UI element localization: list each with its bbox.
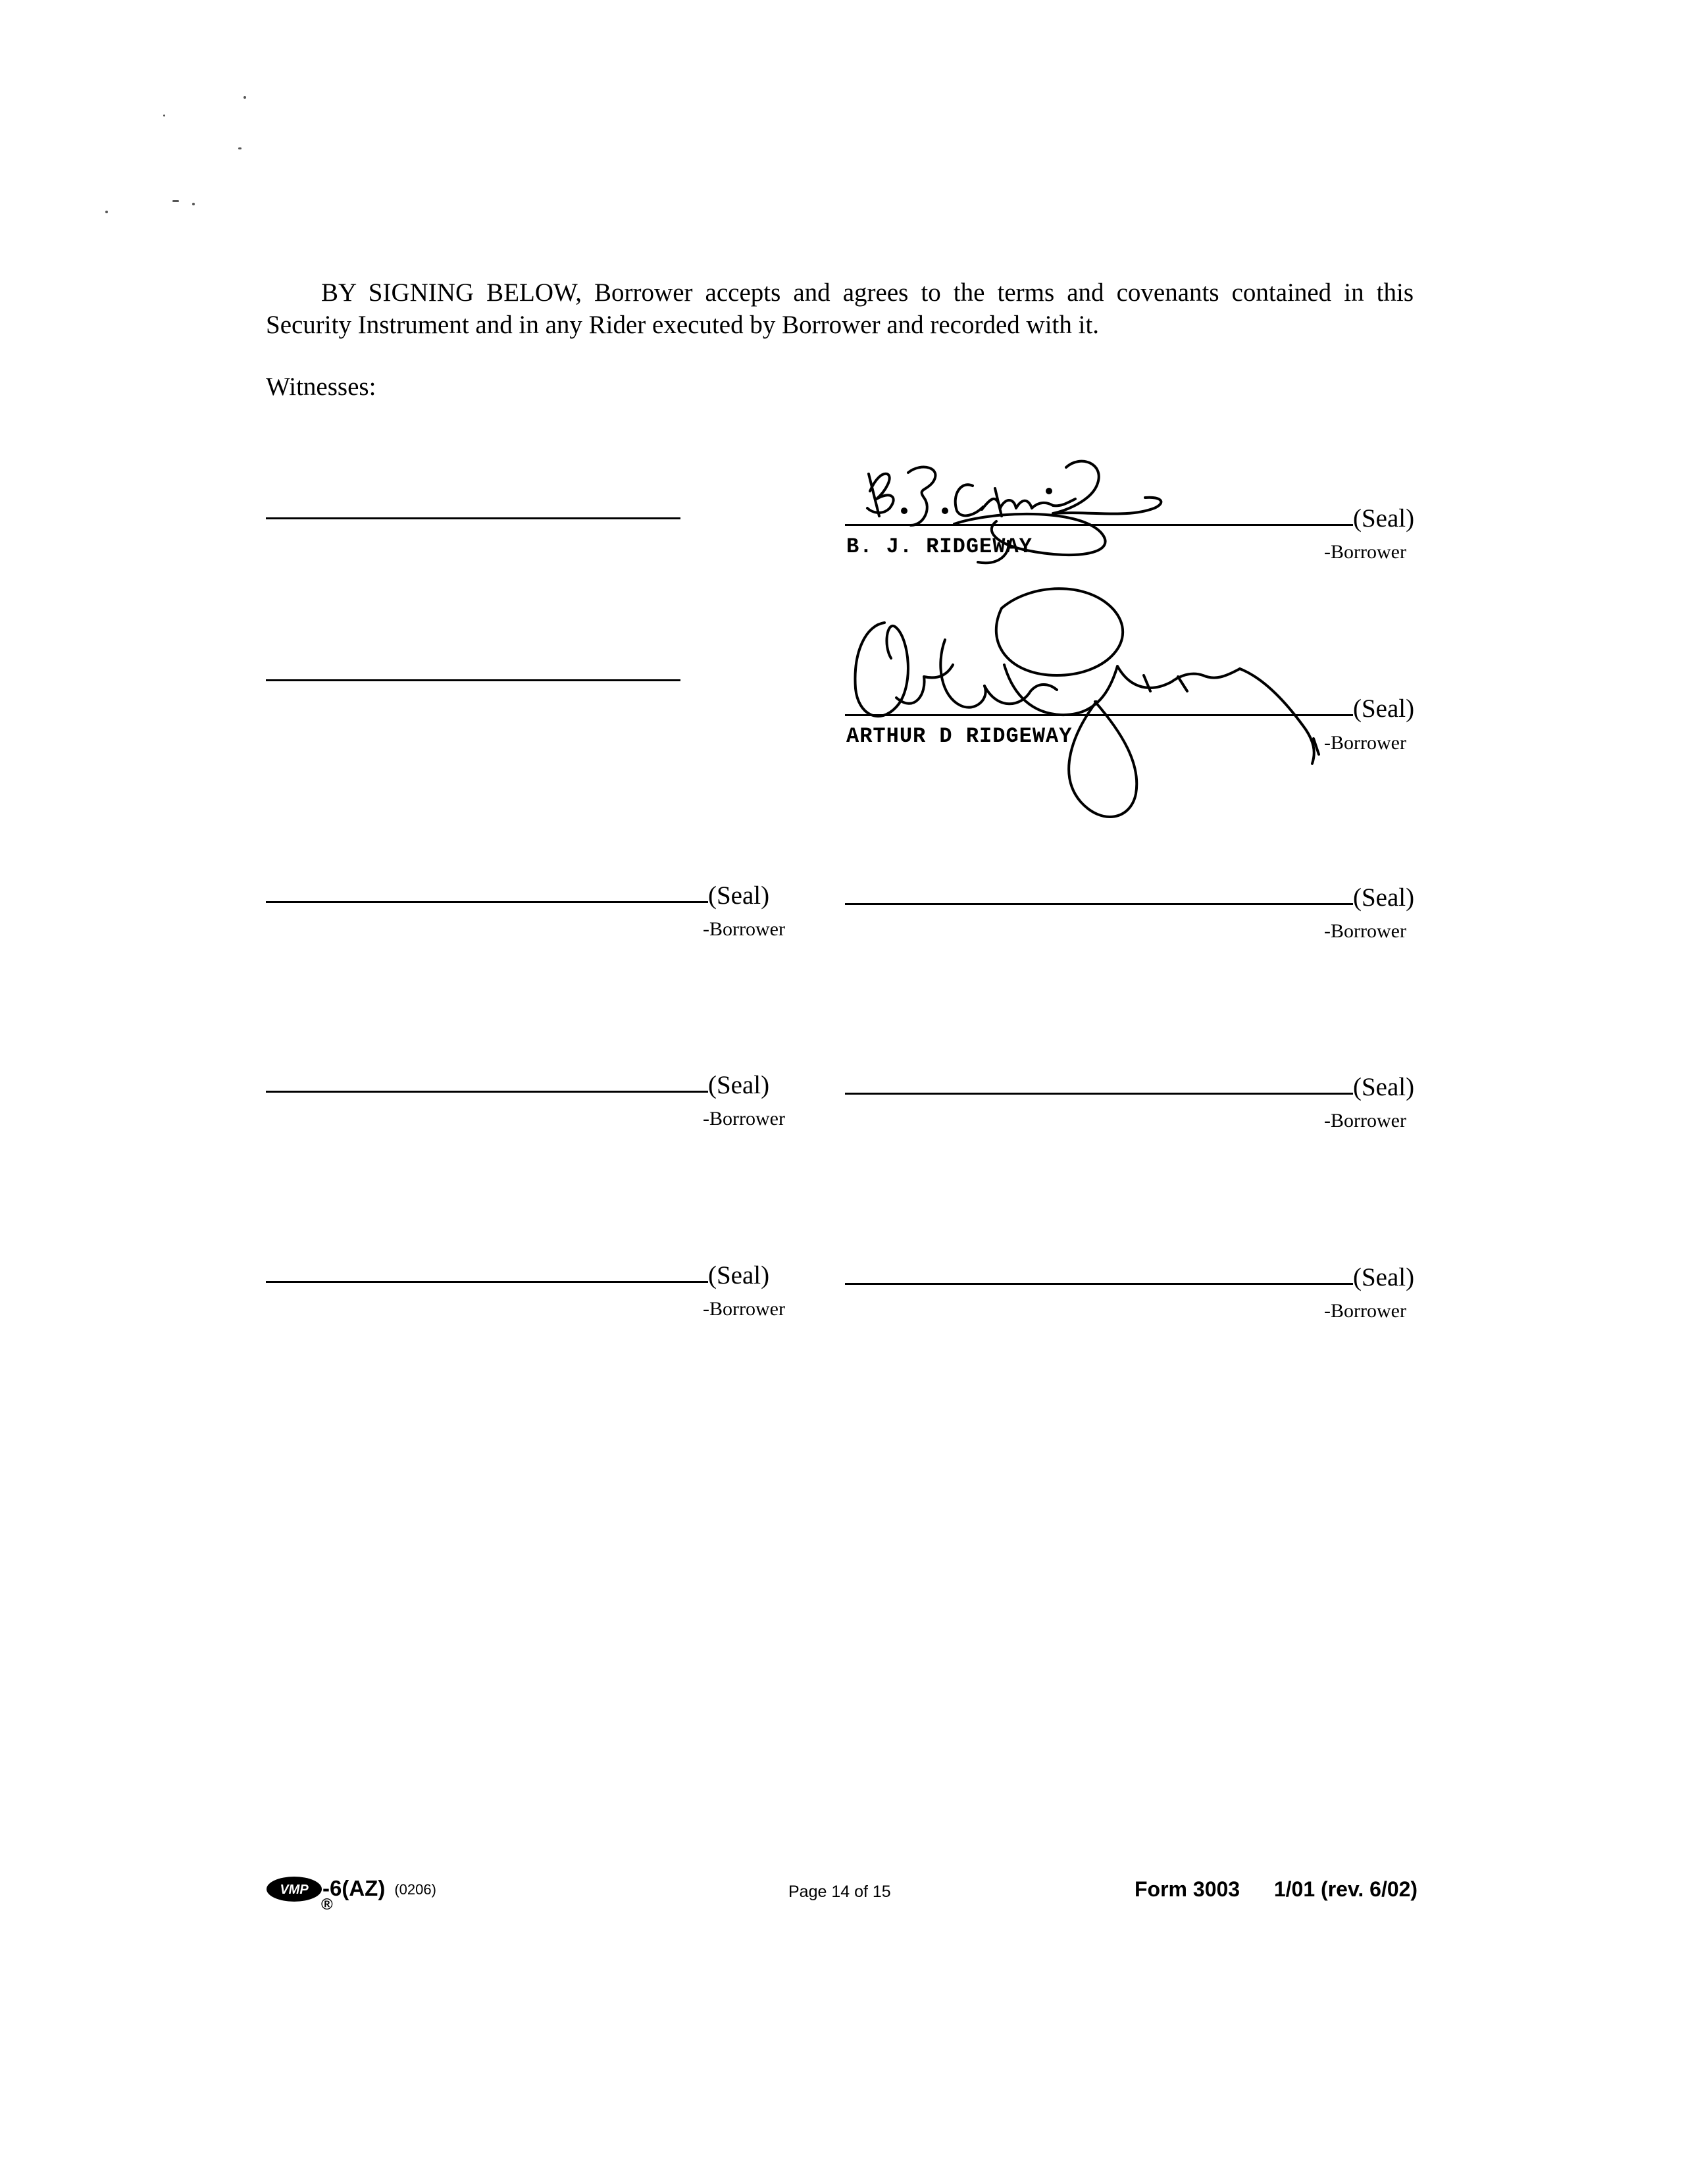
borrower-4-seal: (Seal)	[1353, 883, 1415, 912]
borrower-3-seal: (Seal)	[708, 881, 770, 910]
borrower-4-signature-line[interactable]	[845, 903, 1353, 905]
borrower-7-seal: (Seal)	[708, 1261, 770, 1289]
svg-text:VMP: VMP	[280, 1883, 309, 1897]
borrower-7-role: -Borrower	[703, 1298, 785, 1320]
borrower-6-seal: (Seal)	[1353, 1073, 1415, 1101]
scan-speck	[243, 96, 246, 99]
borrower-2-signature-line[interactable]	[845, 714, 1353, 716]
signature-arthur-d-ridgeway	[836, 566, 1349, 849]
borrower-2-name: ARTHUR D RIDGEWAY	[846, 724, 1073, 748]
borrower-7-signature-line[interactable]	[266, 1281, 708, 1283]
scan-speck	[172, 200, 179, 202]
borrower-8-role: -Borrower	[1324, 1300, 1406, 1322]
borrower-6-role: -Borrower	[1324, 1110, 1406, 1131]
signing-statement	[266, 276, 1414, 341]
footer-form-id	[266, 1876, 436, 1913]
witnesses-label: Witnesses:	[266, 373, 376, 401]
borrower-2-seal: (Seal)	[1353, 694, 1415, 723]
borrower-3-role: -Borrower	[703, 918, 785, 940]
borrower-8-signature-line[interactable]	[845, 1283, 1353, 1285]
borrower-3-signature-line[interactable]	[266, 901, 708, 903]
registered-mark: ®	[321, 1896, 333, 1913]
signature-bj-ridgeway	[856, 448, 1198, 599]
vmp-logo-icon	[266, 1876, 322, 1902]
borrower-6-signature-line[interactable]	[845, 1093, 1353, 1095]
scan-speck	[163, 115, 165, 117]
statement-lead: BY SIGNING BELOW,	[321, 278, 582, 307]
scan-speck	[238, 147, 242, 149]
form-date: 1/01 (rev. 6/02)	[1273, 1877, 1418, 1901]
witness-line-1[interactable]	[266, 517, 680, 519]
form-code: (0206)	[394, 1881, 436, 1898]
borrower-5-role: -Borrower	[703, 1108, 785, 1130]
statement-body: Borrower accepts and agrees to the terms and covenants contained in this Security Instrument and in any Rider executed by Borrower and recorded with it.	[266, 278, 1414, 339]
borrower-1-seal: (Seal)	[1353, 504, 1415, 533]
witness-line-2[interactable]	[266, 679, 680, 681]
scan-speck	[192, 203, 195, 205]
form-number	[1135, 1877, 1418, 1902]
borrower-8-seal: (Seal)	[1353, 1263, 1415, 1291]
borrower-4-role: -Borrower	[1324, 920, 1406, 942]
borrower-2-role: -Borrower	[1324, 732, 1406, 754]
borrower-1-signature-line[interactable]	[845, 524, 1353, 526]
form-number-label: Form 3003	[1135, 1877, 1240, 1901]
borrower-5-signature-line[interactable]	[266, 1091, 708, 1093]
form-id: -6(AZ)	[322, 1876, 386, 1900]
borrower-5-seal: (Seal)	[708, 1071, 770, 1099]
borrower-1-role: -Borrower	[1324, 541, 1406, 563]
page-number: Page 14 of 15	[788, 1883, 891, 1901]
borrower-1-name: B. J. RIDGEWAY	[846, 534, 1033, 559]
scan-speck	[105, 211, 108, 213]
